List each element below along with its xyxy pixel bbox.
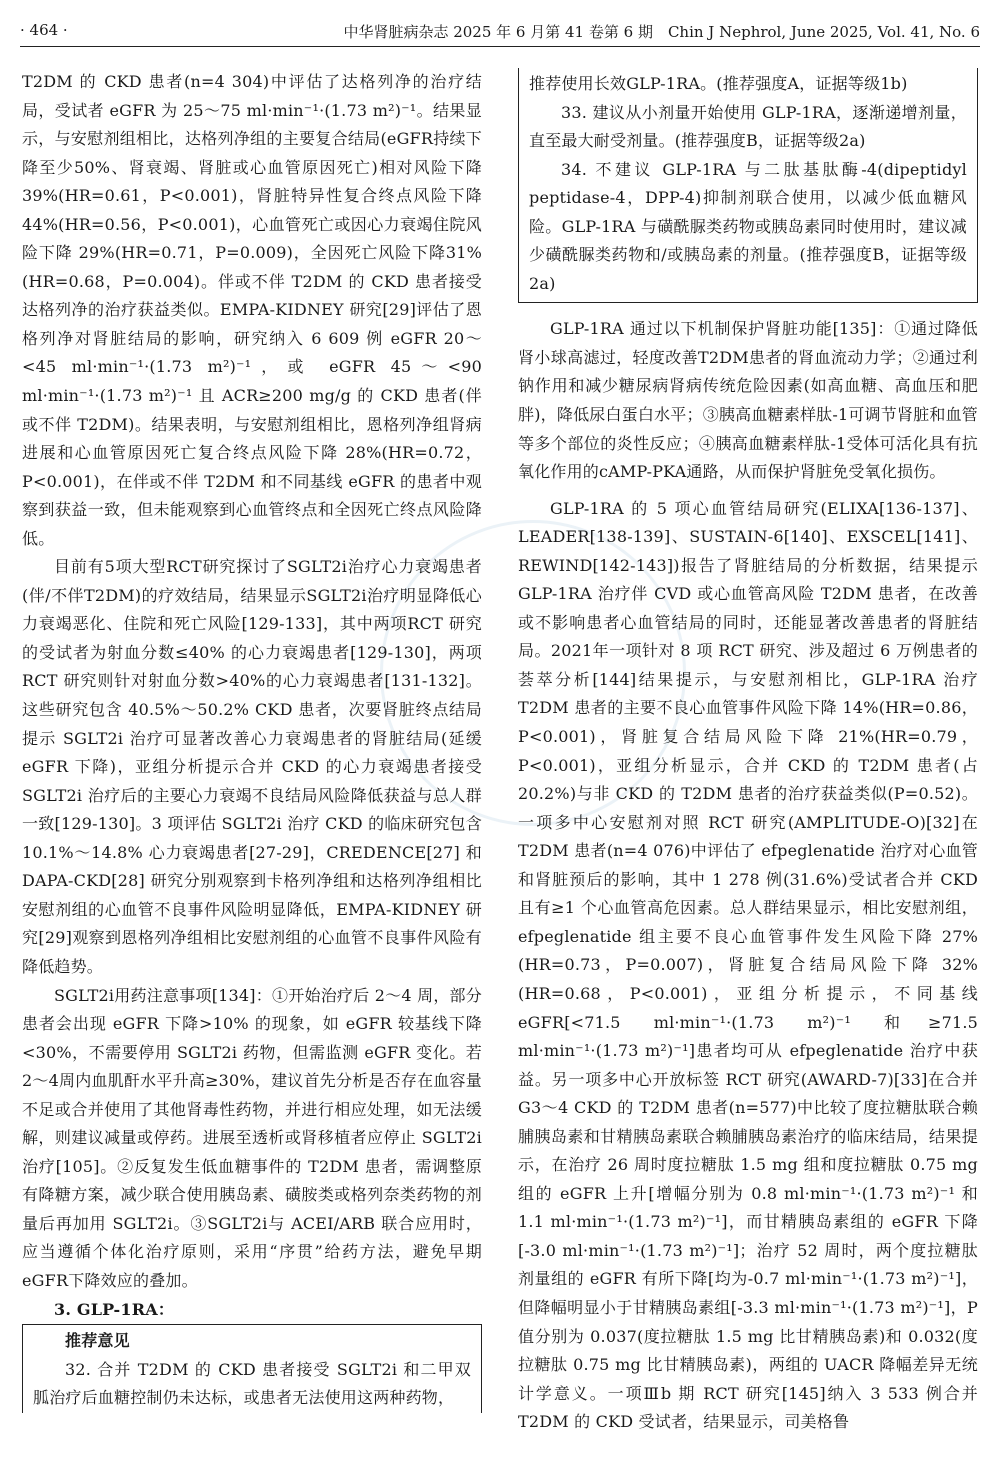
left-column (22, 68, 482, 1413)
recommendation-32-continued: 推荐使用长效GLP-1RA。(推荐强度A，证据等级1b) (529, 74, 908, 93)
recommendation-box (22, 1324, 482, 1413)
journal-citation: 中华肾脏病杂志 2025 年 6 月第 41 卷第 6 期 Chin J Nephrol, June 2025, Vol. 41, No. 6 (343, 23, 980, 41)
paragraph-heart-failure: 目前有5项大型RCT研究探讨了SGLT2i治疗心力衰竭患者(伴/不伴T2DM)的疗效结局，结果显示SGLT2i治疗明显降低心力衰竭恶化、住院和死亡风险[129-133]，其中两项RCT 研究的受试者为射血分数≤40% 的心力衰竭患者[129-130]，两项 RCT 研究则针对射血分数>40%的心力衰竭患者[131-132]。这些研究包含 40.5%～50.2% CKD 患者，次要肾脏终点结局提示 SGLT2i 治疗可显著改善心力衰竭患者的肾脏结局(延缓 eGFR 下降)，亚组分析提示合并 CKD 的心力衰竭患者接受 SGLT2i 治疗后的主要心力衰竭不良结局风险降低获益与总人群一致[129-130]。3 项评估 SGLT2i 治疗 CKD 的临床研究包含 10.1%～14.8% 心力衰竭患者[27-29]，CREDENCE[27] 和 DAPA-CKD[28] 研究分别观察到卡格列净组和达格列净组相比安慰剂组的心血管不良事件风险明显降低，EMPA-KIDNEY 研究[29]观察到恩格列净组相比安慰剂组的心血管不良事件风险有降低趋势。 (22, 557, 482, 976)
recommendation-33: 33. 建议从小剂量开始使用 GLP-1RA，逐渐递增剂量，直至最大耐受剂量。(推荐强度B，证据等级2a) (529, 102, 967, 151)
section-heading-glp1ra: 3. GLP-1RA： (54, 1299, 175, 1319)
running-header (20, 12, 980, 47)
paragraph-renal-mechanism: GLP-1RA 通过以下机制保护肾脏功能[135]：①通过降低肾小球高滤过，轻度改善T2DM患者的肾血流动力学；②通过利钠作用和减少糖尿病肾病传统危险因素(如高血糖、高血压和肥胖)，降低尿白蛋白水平；③胰高血糖素样肽-1可调节肾脏和血管等多个部位的炎性反应；④胰高血糖素样肽-1受体可活化具有抗氧化作用的cAMP-PKA通路，从而保护肾脏免受氧化损伤。 (518, 319, 978, 482)
page-number: · 464 · (20, 21, 68, 39)
recommendation-32: 32. 合并 T2DM 的 CKD 患者接受 SGLT2i 和二甲双胍治疗后血糖控制仍未达标，或患者无法使用这两种药物， (33, 1359, 471, 1408)
right-column (518, 68, 978, 1437)
paragraph-dapagliflozin: T2DM 的 CKD 患者(n=4 304)中评估了达格列净的治疗结局，受试者 eGFR 为 25～75 ml·min⁻¹·(1.73 m²)⁻¹。结果显示，与安慰剂组相比，达格列净组的主要复合结局(eGFR持续下降至少50%、肾衰竭、肾脏或心血管原因死亡)相对风险下降39%(HR=0.61，P<0.001)，肾脏特异性复合终点风险下降44%(HR=0.56，P<0.001)，心血管死亡或因心力衰竭住院风险下降 29%(HR=0.71，P=0.009)，全因死亡风险下降31%(HR=0.68，P=0.004)。伴或不伴 T2DM 的 CKD 患者接受达格列净的治疗获益类似。EMPA-KIDNEY 研究[29]评估了恩格列净对肾脏结局的影响，研究纳入 6 609 例 eGFR 20～<45 ml·min⁻¹·(1.73 m²)⁻¹，或 eGFR 45～<90 ml·min⁻¹·(1.73 m²)⁻¹ 且 ACR≥200 mg/g 的 CKD 患者(伴或不伴 T2DM)。结果表明，与安慰剂组相比，恩格列净组肾病进展和心血管原因死亡复合终点风险下降 28%(HR=0.72，P<0.001)，在伴或不伴 T2DM 和不同基线 eGFR 的患者中观察到获益一致，但未能观察到心血管终点和全因死亡终点风险降低。 (22, 72, 482, 548)
paragraph-sglt2i-precautions: SGLT2i用药注意事项[134]：①开始治疗后 2～4 周，部分患者会出现 eGFR 下降>10% 的现象，如 eGFR 较基线下降<30%，不需要停用 SGLT2i 药物，但需监测 eGFR 变化。若2～4周内血肌酐水平升高≥30%，建议首先分析是否存在血容量不足或合并使用了其他肾毒性药物，并进行相应处理，如无法缓解，则建议减量或停药。进展至透析或肾移植者应停止 SGLT2i 治疗[105]。②反复发生低血糖事件的 T2DM 患者，需调整原有降糖方案，减少联合使用胰岛素、磺胺类或格列奈类药物的剂量后再加用 SGLT2i。③SGLT2i与 ACEI/ARB 联合应用时，应当遵循个体化治疗原则，采用“序贯”给药方法，避免早期eGFR下降效应的叠加。 (22, 985, 482, 1290)
recommendation-title: 推荐意见 (65, 1331, 130, 1351)
recommendation-34: 34. 不建议 GLP-1RA 与二肽基肽酶-4(dipeptidyl peptidase-4，DPP-4)抑制剂联合使用，以减少低血糖风险。GLP-1RA 与磺酰脲类药物或胰岛素同时使用时，建议减少磺酰脲类药物和/或胰岛素的剂量。(推荐强度B，证据等级2a) (529, 159, 967, 293)
paragraph-glp1ra-outcomes: GLP-1RA 的 5 项心血管结局研究(ELIXA[136-137]、LEADER[138-139]、SUSTAIN-6[140]、EXSCEL[141]、REWIND[142-143])报告了肾脏结局的分析数据，结果提示 GLP-1RA 治疗伴 CVD 或心血管高风险 T2DM 患者，在改善或不影响患者心血管结局的同时，还能显著改善患者的肾脏结局。2021年一项针对 8 项 RCT 研究、涉及超过 6 万例患者的荟萃分析[144]结果提示，与安慰剂相比，GLP-1RA 治疗 T2DM 患者的主要不良心血管事件风险下降 14%(HR=0.86，P<0.001)，肾脏复合结局风险下降 21%(HR=0.79，P<0.001)，亚组分析显示，合并 CKD 的 T2DM 患者(占 20.2%)与非 CKD 的 T2DM 患者的治疗获益类似(P=0.52)。一项多中心安慰剂对照 RCT 研究(AMPLITUDE-O)[32]在 T2DM 患者(n=4 076)中评估了 efpeglenatide 治疗对心血管和肾脏预后的影响，其中 1 278 例(31.6%)受试者合并 CKD 且有≥1 个心血管高危因素。总人群结果显示，相比安慰剂组，efpeglenatide 组主要不良心血管事件发生风险下降 27%(HR=0.73，P=0.007)，肾脏复合结局风险下降 32%(HR=0.68，P<0.001)，亚组分析提示，不同基线 eGFR[<71.5 ml·min⁻¹·(1.73 m²)⁻¹ 和≥71.5 ml·min⁻¹·(1.73 m²)⁻¹]患者均可从 efpeglenatide 治疗中获益。另一项多中心开放标签 RCT 研究(AWARD-7)[33]在合并G3～4 CKD 的 T2DM 患者(n=577)中比较了度拉糖肽联合赖脯胰岛素和甘精胰岛素联合赖脯胰岛素治疗的临床结局，结果提示，在治疗 26 周时度拉糖肽 1.5 mg 组和度拉糖肽 0.75 mg 组的 eGFR 上升[增幅分别为 0.8 ml·min⁻¹·(1.73 m²)⁻¹ 和 1.1 ml·min⁻¹·(1.73 m²)⁻¹]，而甘精胰岛素组的 eGFR 下降[-3.0 ml·min⁻¹·(1.73 m²)⁻¹]；治疗 52 周时，两个度拉糖肽剂量组的 eGFR 有所下降[均为-0.7 ml·min⁻¹·(1.73 m²)⁻¹]，但降幅明显小于甘精胰岛素组[-3.3 ml·min⁻¹·(1.73 m²)⁻¹]，P 值分别为 0.037(度拉糖肽 1.5 mg 比甘精胰岛素)和 0.032(度拉糖肽 0.75 mg 比甘精胰岛素)，两组的 UACR 降幅差异无统计学意义。一项Ⅲb 期 RCT 研究[145]纳入 3 533 例合并 T2DM 的 CKD 受试者，结果显示，司美格鲁 (518, 498, 978, 1432)
recommendation-box-continued (518, 68, 978, 303)
